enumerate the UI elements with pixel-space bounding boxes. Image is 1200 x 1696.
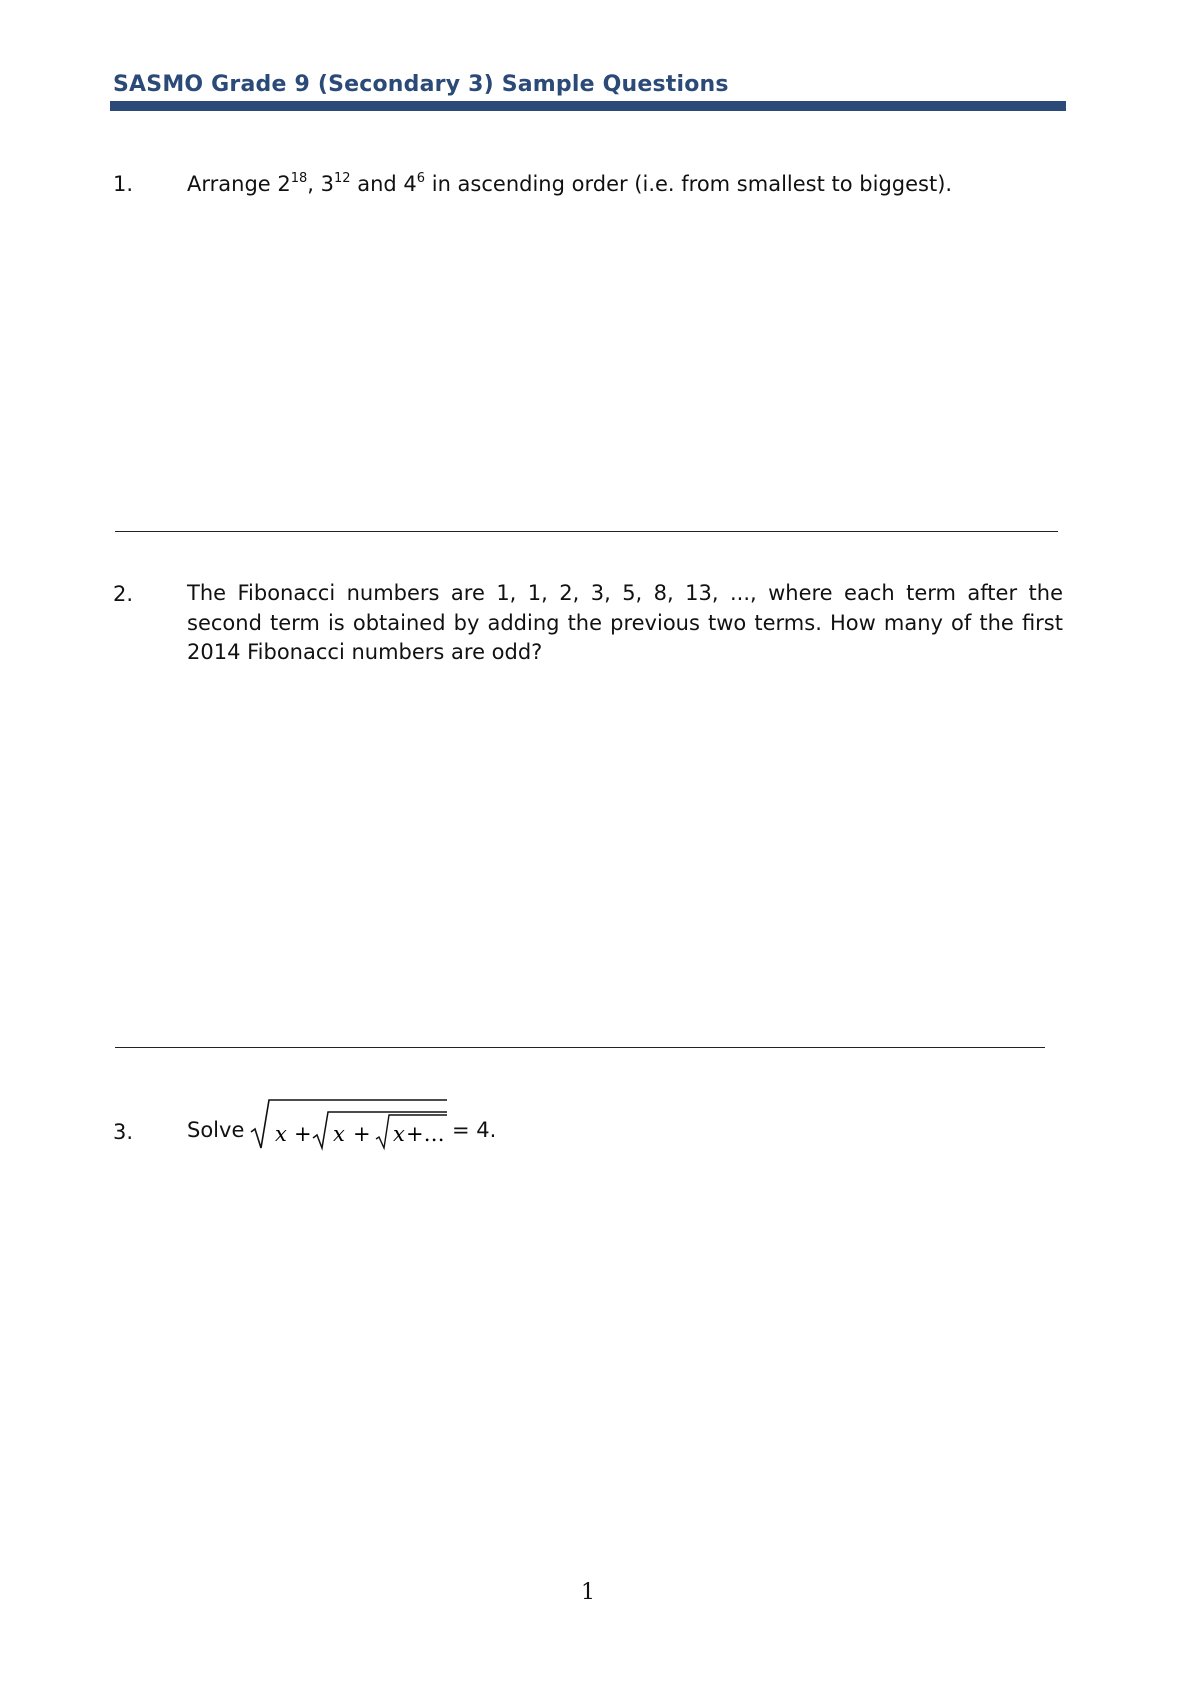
q1-exponent: 12 — [334, 171, 351, 186]
math-variable: x — [275, 1122, 287, 1146]
question-2-line: second term is obtained by adding the previous two terms. How many of the first — [187, 610, 1063, 635]
math-variable: x — [333, 1122, 345, 1146]
question-2-line: The Fibonacci numbers are 1, 1, 2, 3, 5, 8, 13, ..., where each term after the — [187, 581, 1063, 605]
math-plus: + — [294, 1122, 312, 1146]
question-3-number: 3. — [113, 1120, 134, 1144]
q1-text-part: Arrange 2 — [187, 172, 291, 196]
equation-rhs: = 4. — [452, 1118, 497, 1142]
question-1-number: 1. — [113, 172, 134, 196]
page-number: 1 — [581, 1580, 595, 1605]
answer-separator — [115, 1047, 1045, 1048]
question-2-text — [187, 579, 1063, 668]
math-plus: + — [353, 1122, 371, 1146]
q1-exponent: 18 — [290, 171, 308, 186]
page-title: SASMO Grade 9 (Secondary 3) Sample Questions — [113, 72, 729, 97]
q1-text-part: and 4 — [350, 172, 417, 196]
q1-text-part: , 3 — [307, 172, 334, 196]
question-1-text — [187, 170, 952, 199]
q1-exponent: 6 — [416, 171, 426, 186]
question-3-prefix: Solve — [187, 1118, 245, 1142]
question-2-line: 2014 Fibonacci numbers are odd? — [187, 640, 543, 664]
question-2-number: 2. — [113, 582, 134, 606]
header-divider — [110, 101, 1066, 111]
math-variable: x — [393, 1122, 405, 1146]
answer-separator — [115, 531, 1058, 532]
math-ellipsis: +… — [406, 1122, 445, 1146]
q1-text-part: in ascending order (i.e. from smallest to biggest). — [425, 172, 953, 196]
